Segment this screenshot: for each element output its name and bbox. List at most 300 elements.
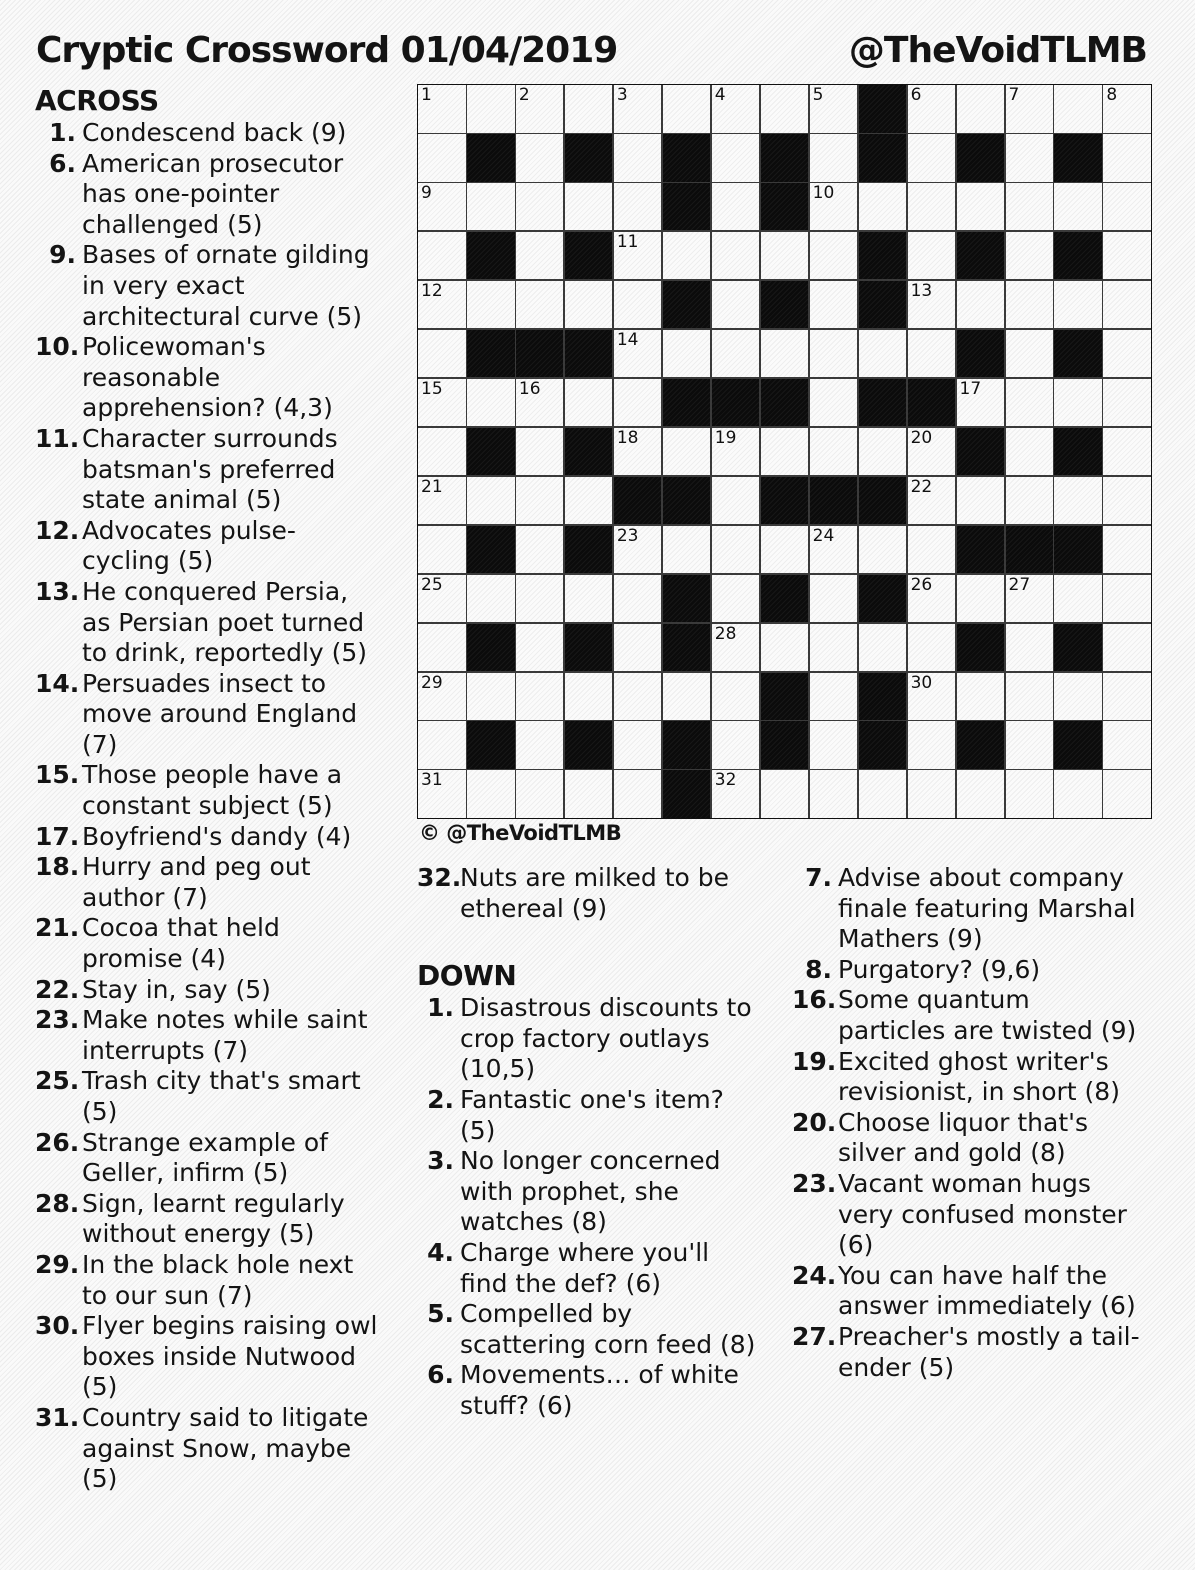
white-cell[interactable] [1103,477,1151,525]
white-cell[interactable] [908,428,956,476]
black-cell [957,526,1005,574]
clue-text: Advocates pulse-cycling (5) [82,515,296,576]
clue-text: Flyer begins raising owl boxes inside Nutwood (5) [82,1311,378,1402]
clue-item [792,863,1150,955]
across-heading: ACROSS [35,84,159,117]
white-cell[interactable] [467,281,515,329]
clue-item [35,118,391,149]
clue-number: 23. [792,1168,837,1198]
white-cell[interactable] [663,673,711,721]
white-cell[interactable] [663,232,711,280]
clue-text: You can have half the answer immediately (6) [838,1260,1136,1321]
clue-item [792,985,1150,1046]
white-cell[interactable] [516,770,564,818]
white-cell[interactable] [614,673,662,721]
black-cell [712,379,760,427]
white-cell[interactable] [614,330,662,378]
cell-number: 14 [616,329,639,350]
black-cell [614,477,662,525]
white-cell[interactable] [418,624,466,672]
cell-number: 25 [421,574,443,595]
black-cell [1054,624,1102,672]
white-cell[interactable] [1006,379,1054,427]
black-cell [516,330,564,378]
white-cell[interactable] [712,721,760,769]
white-cell[interactable] [957,770,1005,818]
white-cell[interactable] [467,477,515,525]
clue-number: 23. [35,1005,80,1035]
clue-number: 25. [35,1066,80,1096]
white-cell[interactable] [467,183,515,231]
white-cell[interactable] [1006,477,1054,525]
white-cell[interactable] [516,428,564,476]
white-cell[interactable] [614,379,662,427]
white-cell[interactable] [1103,281,1151,329]
white-cell[interactable] [418,330,466,378]
white-cell[interactable] [859,183,907,231]
cell-number: 1 [421,85,432,105]
white-cell[interactable] [1103,330,1151,378]
white-cell[interactable] [761,428,809,476]
white-cell[interactable] [516,721,564,769]
white-cell[interactable] [418,183,466,231]
white-cell[interactable] [467,379,515,427]
clue-text: Advise about company finale featuring Marshal Mathers (9) [838,863,1136,954]
clue-item [35,577,391,669]
white-cell[interactable] [516,477,564,525]
white-cell[interactable] [1103,85,1151,133]
white-cell[interactable] [516,575,564,623]
white-cell[interactable] [810,85,858,133]
clue-number: 27. [792,1321,837,1351]
black-cell [467,721,515,769]
white-cell[interactable] [614,134,662,182]
clue-item [792,1261,1150,1322]
black-cell [565,624,613,672]
white-cell[interactable] [614,183,662,231]
white-cell[interactable] [810,379,858,427]
white-cell[interactable] [712,673,760,721]
black-cell [1054,330,1102,378]
white-cell[interactable] [712,624,760,672]
white-cell[interactable] [810,526,858,574]
white-cell[interactable] [1006,575,1054,623]
black-cell [859,134,907,182]
clue-item [417,993,769,1085]
clue-number: 31. [35,1402,80,1432]
white-cell[interactable] [810,330,858,378]
clue-text: In the black hole next to our sun (7) [82,1249,354,1310]
white-cell[interactable] [712,428,760,476]
black-cell [1054,428,1102,476]
white-cell[interactable] [565,183,613,231]
clue-text: Purgatory? (9,6) [838,954,1041,984]
white-cell[interactable] [908,85,956,133]
white-cell[interactable] [908,134,956,182]
clue-text: Make notes while saint interrupts (7) [82,1005,368,1065]
white-cell[interactable] [957,575,1005,623]
black-cell [859,673,907,721]
white-cell[interactable] [418,428,466,476]
cell-number: 13 [910,280,933,301]
black-cell [467,330,515,378]
clue-text: Persuades insect to move around England (7) [82,668,358,759]
clue-number: 10. [35,332,80,362]
white-cell[interactable] [418,379,466,427]
white-cell[interactable] [810,575,858,623]
white-cell[interactable] [516,379,564,427]
white-cell[interactable] [516,673,564,721]
clue-item [35,1403,391,1495]
black-cell [957,428,1005,476]
white-cell[interactable] [516,134,564,182]
clue-text: Fantastic one's item? (5) [460,1084,724,1145]
cell-number: 26 [910,574,933,595]
clue-text: Country said to litigate against Snow, maybe (5) [82,1402,369,1494]
white-cell[interactable] [663,85,711,133]
white-cell[interactable] [1006,134,1054,182]
white-cell[interactable] [1103,232,1151,280]
black-cell [761,281,809,329]
white-cell[interactable] [1054,477,1102,525]
white-cell[interactable] [1006,770,1054,818]
white-cell[interactable] [908,770,956,818]
clue-number: 8. [805,954,832,984]
cell-number: 3 [616,85,628,105]
clue-item [35,1250,391,1311]
black-cell [565,428,613,476]
clue-number: 26. [35,1127,80,1157]
white-cell[interactable] [761,770,809,818]
clue-number: 20. [792,1107,837,1137]
clue-text: Choose liquor that's silver and gold (8) [838,1107,1089,1168]
white-cell[interactable] [957,281,1005,329]
black-cell [761,575,809,623]
black-cell [859,232,907,280]
cell-number: 6 [910,85,922,105]
white-cell[interactable] [614,526,662,574]
white-cell[interactable] [1054,85,1102,133]
black-cell [859,281,907,329]
clue-item [35,1189,391,1250]
clue-text: Some quantum particles are twisted (9) [838,985,1137,1045]
white-cell[interactable] [418,477,466,525]
white-cell[interactable] [418,134,466,182]
white-cell[interactable] [761,85,809,133]
cell-number: 24 [812,525,835,546]
clue-text: He conquered Persia, as Persian poet turned to drink, reportedly (5) [82,576,368,668]
clue-text: No longer concerned with prophet, she watches (8) [460,1146,721,1237]
black-cell [663,575,711,623]
cell-number: 8 [1106,85,1118,105]
white-cell[interactable] [1006,673,1054,721]
clue-text: Stay in, say (5) [82,974,271,1004]
clue-item [792,1108,1150,1169]
white-cell[interactable] [516,526,564,574]
white-cell[interactable] [957,379,1005,427]
white-cell[interactable] [712,770,760,818]
white-cell[interactable] [1054,379,1102,427]
white-cell[interactable] [908,575,956,623]
white-cell[interactable] [467,85,515,133]
cell-number: 15 [421,378,443,399]
white-cell[interactable] [614,770,662,818]
author-handle: @TheVoidTLMB [848,30,1147,71]
white-cell[interactable] [761,624,809,672]
white-cell[interactable] [712,575,760,623]
white-cell[interactable] [516,85,564,133]
cell-number: 10 [812,182,835,203]
white-cell[interactable] [712,526,760,574]
white-cell[interactable] [1054,281,1102,329]
clue-item [792,1047,1150,1108]
white-cell[interactable] [1103,624,1151,672]
cell-number: 30 [910,672,933,693]
clue-item [417,1299,769,1360]
white-cell[interactable] [467,575,515,623]
down-clue-list-2 [792,863,1150,1383]
white-cell[interactable] [1103,526,1151,574]
black-cell [957,232,1005,280]
clue-text: Vacant woman hugs very confused monster (6) [838,1168,1127,1260]
black-cell [1006,526,1054,574]
white-cell[interactable] [1103,575,1151,623]
white-cell[interactable] [1006,330,1054,378]
cell-number: 16 [518,378,541,399]
white-cell[interactable] [957,477,1005,525]
page-title: Cryptic Crossword 01/04/2019 [36,30,618,71]
white-cell[interactable] [663,330,711,378]
clue-number: 30. [35,1311,80,1341]
clue-text: Trash city that's smart (5) [82,1066,361,1126]
black-cell [467,134,515,182]
white-cell[interactable] [418,770,466,818]
clue-number: 13. [35,576,80,606]
white-cell[interactable] [614,624,662,672]
white-cell[interactable] [516,624,564,672]
white-cell[interactable] [712,232,760,280]
black-cell [663,281,711,329]
white-cell[interactable] [761,526,809,574]
clue-item [35,1066,391,1127]
white-cell[interactable] [810,428,858,476]
white-cell[interactable] [859,624,907,672]
white-cell[interactable] [908,232,956,280]
clue-number: 29. [35,1249,80,1279]
cell-number: 22 [910,476,933,497]
white-cell[interactable] [908,673,956,721]
white-cell[interactable] [614,232,662,280]
white-cell[interactable] [418,721,466,769]
cell-number: 12 [421,280,443,301]
clue-item [35,669,391,761]
white-cell[interactable] [859,330,907,378]
black-cell [1054,134,1102,182]
white-cell[interactable] [810,232,858,280]
black-cell [467,428,515,476]
white-cell[interactable] [1054,673,1102,721]
white-cell[interactable] [516,281,564,329]
clue-item [35,149,391,241]
white-cell[interactable] [418,673,466,721]
white-cell[interactable] [663,526,711,574]
down-heading: DOWN [417,959,517,993]
white-cell[interactable] [1103,183,1151,231]
white-cell[interactable] [859,428,907,476]
cell-number: 11 [616,231,639,252]
cell-number: 7 [1008,85,1020,105]
clue-number: 19. [792,1046,837,1076]
black-cell [663,134,711,182]
white-cell[interactable] [1103,770,1151,818]
cell-number: 2 [518,85,530,105]
black-cell [565,526,613,574]
white-cell[interactable] [467,673,515,721]
white-cell[interactable] [418,526,466,574]
clue-text: Nuts are milked to be ethereal (9) [460,863,730,923]
white-cell[interactable] [663,428,711,476]
black-cell [957,624,1005,672]
white-cell[interactable] [1006,183,1054,231]
white-cell[interactable] [712,330,760,378]
white-cell[interactable] [810,673,858,721]
white-cell[interactable] [908,281,956,329]
down-clues-column-1 [417,863,769,1422]
clue-item [35,852,391,913]
white-cell[interactable] [614,281,662,329]
white-cell[interactable] [1006,232,1054,280]
white-cell[interactable] [908,183,956,231]
black-cell [467,526,515,574]
cell-number: 29 [421,672,443,693]
clue-number: 3. [427,1146,454,1176]
white-cell[interactable] [908,526,956,574]
clue-number: 11. [35,423,80,453]
white-cell[interactable] [761,330,809,378]
white-cell[interactable] [565,673,613,721]
black-cell [1054,526,1102,574]
white-cell[interactable] [1006,281,1054,329]
white-cell[interactable] [859,770,907,818]
black-cell [810,477,858,525]
black-cell [859,575,907,623]
white-cell[interactable] [1103,428,1151,476]
black-cell [761,477,809,525]
clue-item [792,955,1150,986]
clue-number: 16. [792,985,837,1015]
white-cell[interactable] [418,85,466,133]
black-cell [663,770,711,818]
across-clue-list [35,118,391,1495]
white-cell[interactable] [712,85,760,133]
white-cell[interactable] [859,526,907,574]
white-cell[interactable] [614,575,662,623]
black-cell [957,134,1005,182]
clue-item [792,1169,1150,1261]
white-cell[interactable] [810,281,858,329]
black-cell [663,183,711,231]
white-cell[interactable] [565,379,613,427]
white-cell[interactable] [712,183,760,231]
black-cell [859,477,907,525]
white-cell[interactable] [516,232,564,280]
white-cell[interactable] [418,575,466,623]
clue-item [35,760,391,821]
white-cell[interactable] [957,183,1005,231]
white-cell[interactable] [810,770,858,818]
clue-text: Compelled by scattering corn feed (8) [460,1299,756,1359]
white-cell[interactable] [1006,624,1054,672]
white-cell[interactable] [761,232,809,280]
clue-text: Strange example of Geller, infirm (5) [82,1127,328,1188]
cell-number: 31 [421,770,443,791]
white-cell[interactable] [1103,134,1151,182]
black-cell [467,624,515,672]
clue-text: Policewoman's reasonable apprehension? (4,3) [82,332,333,423]
across-clues-column [35,85,391,1495]
clue-item [417,1238,769,1299]
white-cell[interactable] [565,281,613,329]
white-cell[interactable] [614,85,662,133]
white-cell[interactable] [565,575,613,623]
white-cell[interactable] [614,721,662,769]
clue-text: American prosecutor has one-pointer challenged (5) [82,148,344,239]
black-cell [761,721,809,769]
white-cell[interactable] [565,85,613,133]
cell-number: 23 [616,525,639,546]
white-cell[interactable] [1054,770,1102,818]
white-cell[interactable] [1103,379,1151,427]
cell-number: 9 [421,182,432,203]
white-cell[interactable] [810,721,858,769]
white-cell[interactable] [1054,183,1102,231]
white-cell[interactable] [1006,85,1054,133]
white-cell[interactable] [565,770,613,818]
white-cell[interactable] [1054,575,1102,623]
white-cell[interactable] [810,183,858,231]
white-cell[interactable] [1103,721,1151,769]
black-cell [761,673,809,721]
white-cell[interactable] [712,134,760,182]
white-cell[interactable] [908,721,956,769]
white-cell[interactable] [810,134,858,182]
white-cell[interactable] [516,183,564,231]
white-cell[interactable] [1006,721,1054,769]
white-cell[interactable] [957,673,1005,721]
white-cell[interactable] [467,770,515,818]
clue-item [35,516,391,577]
white-cell[interactable] [418,281,466,329]
clue-item [35,1311,391,1403]
copyright-notice: © @TheVoidTLMB [419,821,622,845]
black-cell [467,232,515,280]
white-cell[interactable] [1006,428,1054,476]
white-cell[interactable] [957,85,1005,133]
white-cell[interactable] [614,428,662,476]
clue-number: 1. [427,993,454,1023]
white-cell[interactable] [418,232,466,280]
white-cell[interactable] [712,281,760,329]
white-cell[interactable] [908,330,956,378]
white-cell[interactable] [908,477,956,525]
white-cell[interactable] [1103,673,1151,721]
clue-text: Condescend back (9) [82,118,347,147]
white-cell[interactable] [712,477,760,525]
white-cell[interactable] [565,477,613,525]
white-cell[interactable] [810,624,858,672]
white-cell[interactable] [908,624,956,672]
black-cell [663,379,711,427]
